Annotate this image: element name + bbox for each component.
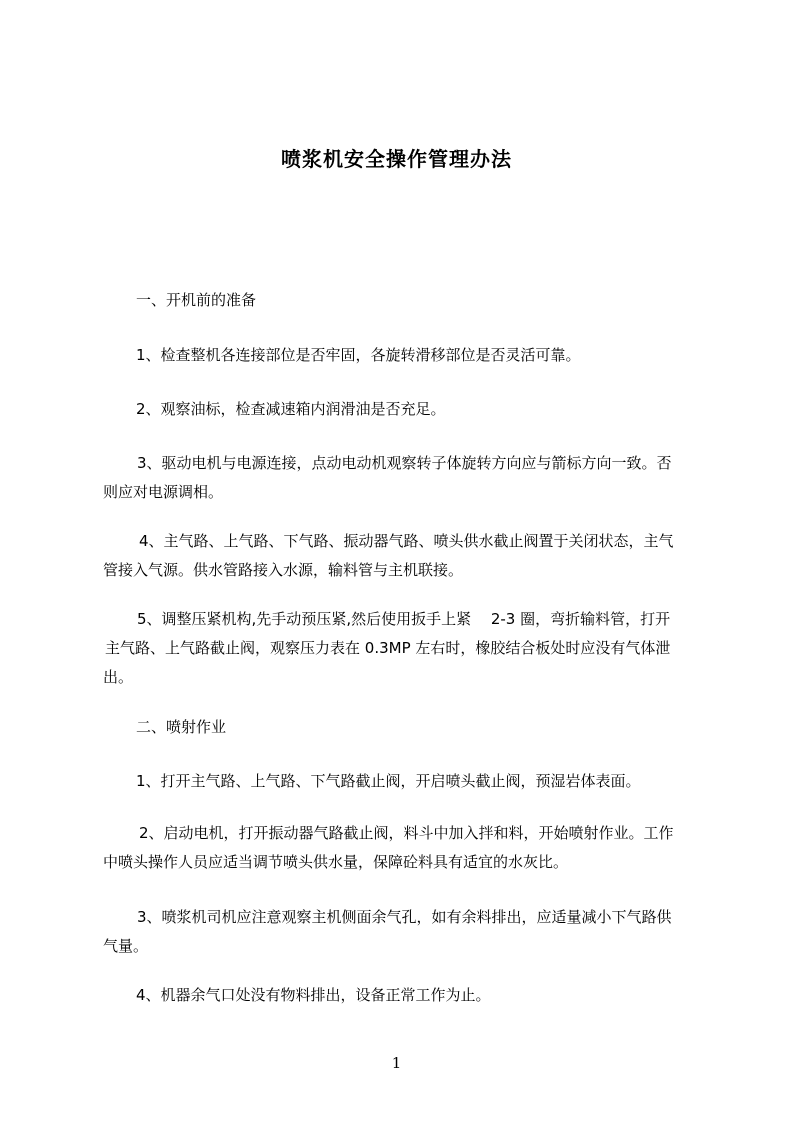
paragraph-spray-4: 4、机器余气口处没有物料排出，设备正常工作为止。 [136, 986, 491, 1004]
document-title: 喷浆机安全操作管理办法 [281, 147, 512, 171]
section-heading-preparation: 一、开机前的准备 [136, 291, 257, 309]
paragraph-line: 4、主气路、上气路、下气路、振动器气路、喷头供水截止阀置于关闭状态，主气 [139, 532, 674, 550]
paragraph-line: 3、驱动电机与电源连接，点动电动机观察转子体旋转方向应与箭标方向一致。否 [137, 454, 672, 472]
paragraph-prep-3 [103, 449, 711, 507]
paragraph-line: 气量。 [103, 937, 149, 955]
paragraph-prep-5 [103, 605, 711, 692]
paragraph-line: 中喷头操作人员应适当调节喷头供水量，保障砼料具有适宜的水灰比。 [103, 853, 569, 871]
paragraph-spray-1: 1、打开主气路、上气路、下气路截止阀，开启喷头截止阀，预湿岩体表面。 [136, 772, 641, 790]
paragraph-line: 2、启动电机，打开振动器气路截止阀，料斗中加入拌和料，开始喷射作业。工作 [139, 824, 674, 842]
page-number: 1 [391, 1054, 402, 1072]
paragraph-prep-1: 1、检查整机各连接部位是否牢固，各旋转滑移部位是否灵活可靠。 [136, 346, 581, 364]
paragraph-line: 管接入气源。供水管路接入水源，输料管与主机联接。 [103, 561, 464, 579]
paragraph-line: 主气路、上气路截止阀，观察压力表在 0.3MP 左右时，橡胶结合板处时应没有气体泄 [105, 639, 671, 657]
paragraph-line: 3、喷浆机司机应注意观察主机侧面余气孔，如有余料排出，应适量减小下气路供 [137, 908, 672, 926]
paragraph-line: 则应对电源调相。 [103, 483, 224, 501]
paragraph-line: 5、调整压紧机构,先手动预压紧,然后使用扳手上紧 2-3 圈，弯折输料管，打开 [137, 610, 671, 628]
paragraph-prep-2: 2、观察油标，检查减速箱内润滑油是否充足。 [136, 400, 446, 418]
section-heading-spraying: 二、喷射作业 [136, 718, 227, 736]
paragraph-line: 出。 [103, 668, 134, 686]
paragraph-prep-4 [103, 527, 711, 585]
paragraph-spray-2 [103, 819, 711, 877]
paragraph-spray-3 [103, 903, 711, 961]
